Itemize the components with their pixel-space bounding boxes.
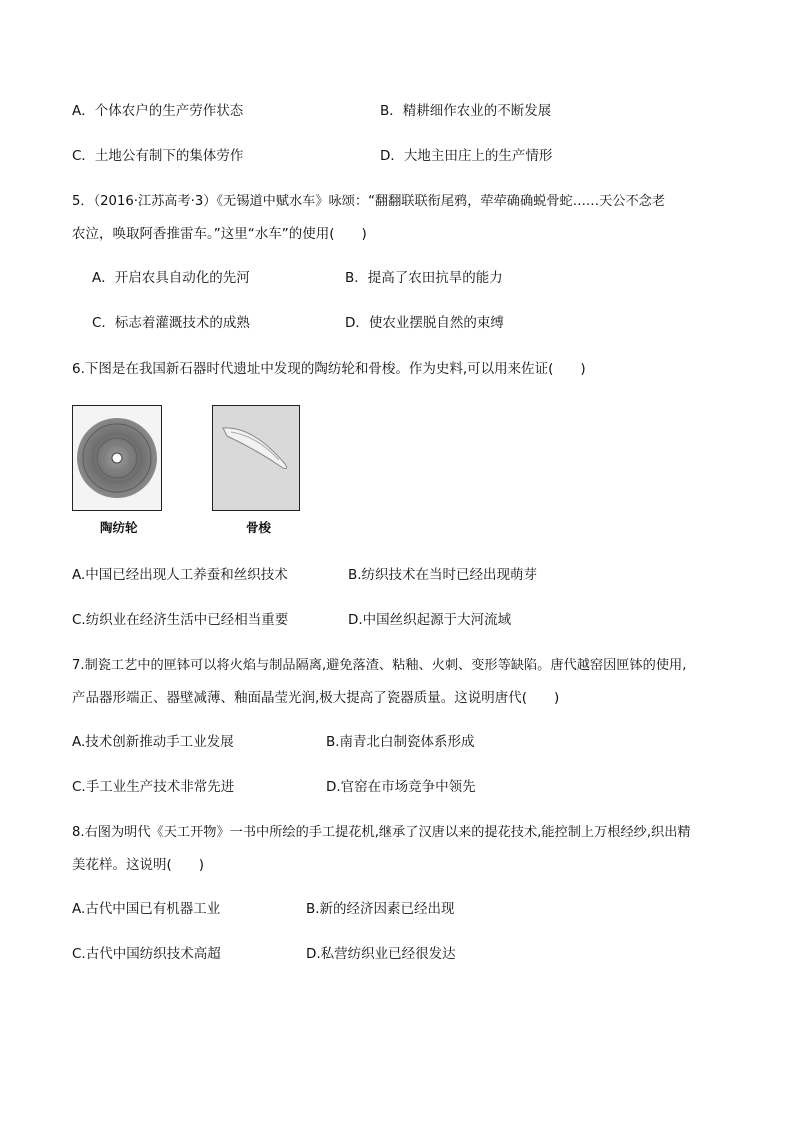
- q8-stem-line1: 8.右图为明代《天工开物》一书中所绘的手工提花机,继承了汉唐以来的提花技术,能控制上万根经纱,织出精: [72, 825, 691, 840]
- q6-option-a: A.中国已经出现人工养蚕和丝织技术: [72, 567, 288, 583]
- q8-option-d: D.私营纺织业已经很发达: [306, 946, 456, 962]
- q4-option-d: D．大地主田庄上的生产情形: [380, 148, 553, 164]
- q8-option-b: B.新的经济因素已经出现: [306, 901, 455, 917]
- pottery-spindle-whorl-image: [72, 405, 162, 511]
- q7-stem-line2: 产品器形端正、器壁减薄、釉面晶莹光润,极大提高了瓷器质量。这说明唐代( ): [72, 690, 560, 706]
- q6-stem: 6.下图是在我国新石器时代遗址中发现的陶纺轮和骨梭。作为史料,可以用来佐证( ): [72, 361, 586, 377]
- q5-option-a: A．开启农具自动化的先河: [92, 270, 250, 286]
- q5-option-d: D．使农业摆脱自然的束缚: [345, 315, 504, 331]
- caption-spindle-whorl: 陶纺轮: [100, 520, 138, 535]
- q4-option-b: B．精耕细作农业的不断发展: [380, 103, 552, 119]
- q6-option-b: B.纺织技术在当时已经出现萌芽: [348, 567, 538, 583]
- caption-bone-shuttle: 骨梭: [246, 520, 272, 535]
- q5-option-b: B．提高了农田抗旱的能力: [345, 270, 503, 286]
- q5-option-c: C．标志着灌溉技术的成熟: [92, 315, 250, 331]
- q7-option-c: C.手工业生产技术非常先进: [72, 779, 235, 795]
- q5-stem-line1: 5．（2016·江苏高考·3）《无锡道中赋水车》咏颂：“翻翻联联衔尾鸦，荦荦确确蜕骨蛇……天公不念老: [72, 194, 666, 209]
- q4-option-a: A．个体农户的生产劳作状态: [72, 103, 244, 119]
- q4-option-c: C．土地公有制下的集体劳作: [72, 148, 244, 164]
- q8-stem-line2: 美花样。这说明( ): [72, 857, 205, 873]
- spindle-whorl-icon: [73, 406, 161, 510]
- q7-stem-line1: 7.制瓷工艺中的匣钵可以将火焰与制品隔离,避免落渣、粘釉、火刺、变形等缺陷。唐代越窑因匣钵的使用,: [72, 658, 687, 673]
- q5-stem-line2: 农泣，唤取阿香推雷车。”这里“水车”的使用( ): [72, 226, 367, 242]
- q7-option-b: B.南青北白制瓷体系形成: [326, 734, 475, 750]
- q6-option-c: C.纺织业在经济生活中已经相当重要: [72, 612, 289, 628]
- q6-option-d: D.中国丝织起源于大河流域: [348, 612, 512, 628]
- q8-option-c: C.古代中国纺织技术高超: [72, 946, 221, 962]
- q7-option-d: D.官窑在市场竞争中领先: [326, 779, 476, 795]
- q7-option-a: A.技术创新推动手工业发展: [72, 734, 234, 750]
- bone-shuttle-image: [212, 405, 300, 511]
- bone-shuttle-icon: [213, 406, 299, 510]
- q8-option-a: A.古代中国已有机器工业: [72, 901, 221, 917]
